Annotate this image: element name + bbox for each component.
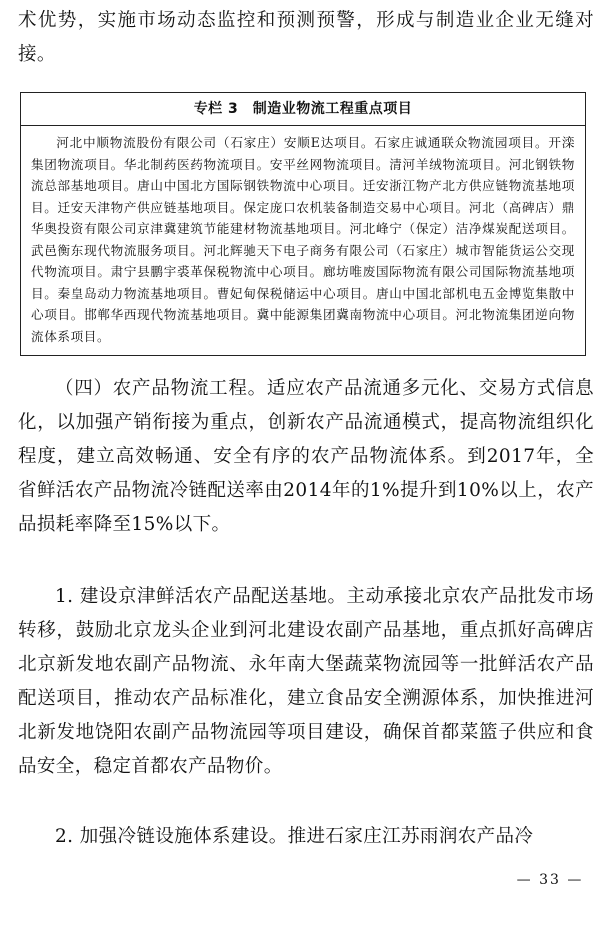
- paragraph-item-1: 1. 建设京津鲜活农产品配送基地。主动承接北京农产品批发市场转移，鼓励北京龙头企业到河北建设农副产品基地，重点抓好高碑店北京新发地农副产品物流、永年南大堡蔬菜物流园等一批鲜活农产品配送项目，推动农产品标准化，建立食品安全溯源体系，加快推进河北新发地饶阳农副产品物流园等项目建设，确保首都菜篮子供应和食品安全，稳定首都农产品物价。: [18, 586, 594, 777]
- column-box-title: 专栏 3 制造业物流工程重点项目: [21, 93, 585, 126]
- paragraph-continuation: 术优势，实施市场动态监控和预测预警，形成与制造业企业无缝对接。: [18, 10, 594, 65]
- paragraph-item-2: 2. 加强冷链设施体系建设。推进石家庄江苏雨润农产品冷: [55, 826, 534, 847]
- paragraph-section-4: （四）农产品物流工程。适应农产品流通多元化、交易方式信息化，以加强产销衔接为重点，创新农产品流通模式，提高物流组织化程度，建立高效畅通、安全有序的农产品物流体系。到2017年，全省鲜活农产品物流冷链配送率由2014年的1%提升到10%以上，农产品损耗率降至15%以下。: [18, 378, 594, 535]
- page-number: — 33 —: [516, 872, 584, 888]
- column-box-body: 河北中顺物流股份有限公司（石家庄）安顺E达项目。石家庄诚通联众物流园项目。开滦集团物流项目。华北制药医药物流项目。安平丝网物流项目。清河羊绒物流项目。河北钢铁物流总部基地项目。唐山中国北方国际钢铁物流中心项目。迁安浙江物产北方供应链物流基地项目。迁安天津物产供应链基地项目。保定庞口农机装备制造交易中心项目。河北（高碑店）鼎华奥投资有限公司京津冀建筑节能建材物流基地项目。河北峰宁（保定）洁净煤炭配送项目。武邑衡东现代物流服务项目。河北辉驰天下电子商务有限公司（石家庄）城市智能货运公交现代物流项目。肃宁县鹏宇裘革保税物流中心项目。廊坊唯废国际物流有限公司国际物流基地项目。秦皇岛动力物流基地项目。曹妃甸保税储运中心项目。唐山中国北部机电五金博览集散中心项目。邯郸华西现代物流基地项目。冀中能源集团冀南物流中心项目。河北物流集团逆向物流体系项目。: [31, 135, 575, 344]
- column-box: [20, 92, 586, 356]
